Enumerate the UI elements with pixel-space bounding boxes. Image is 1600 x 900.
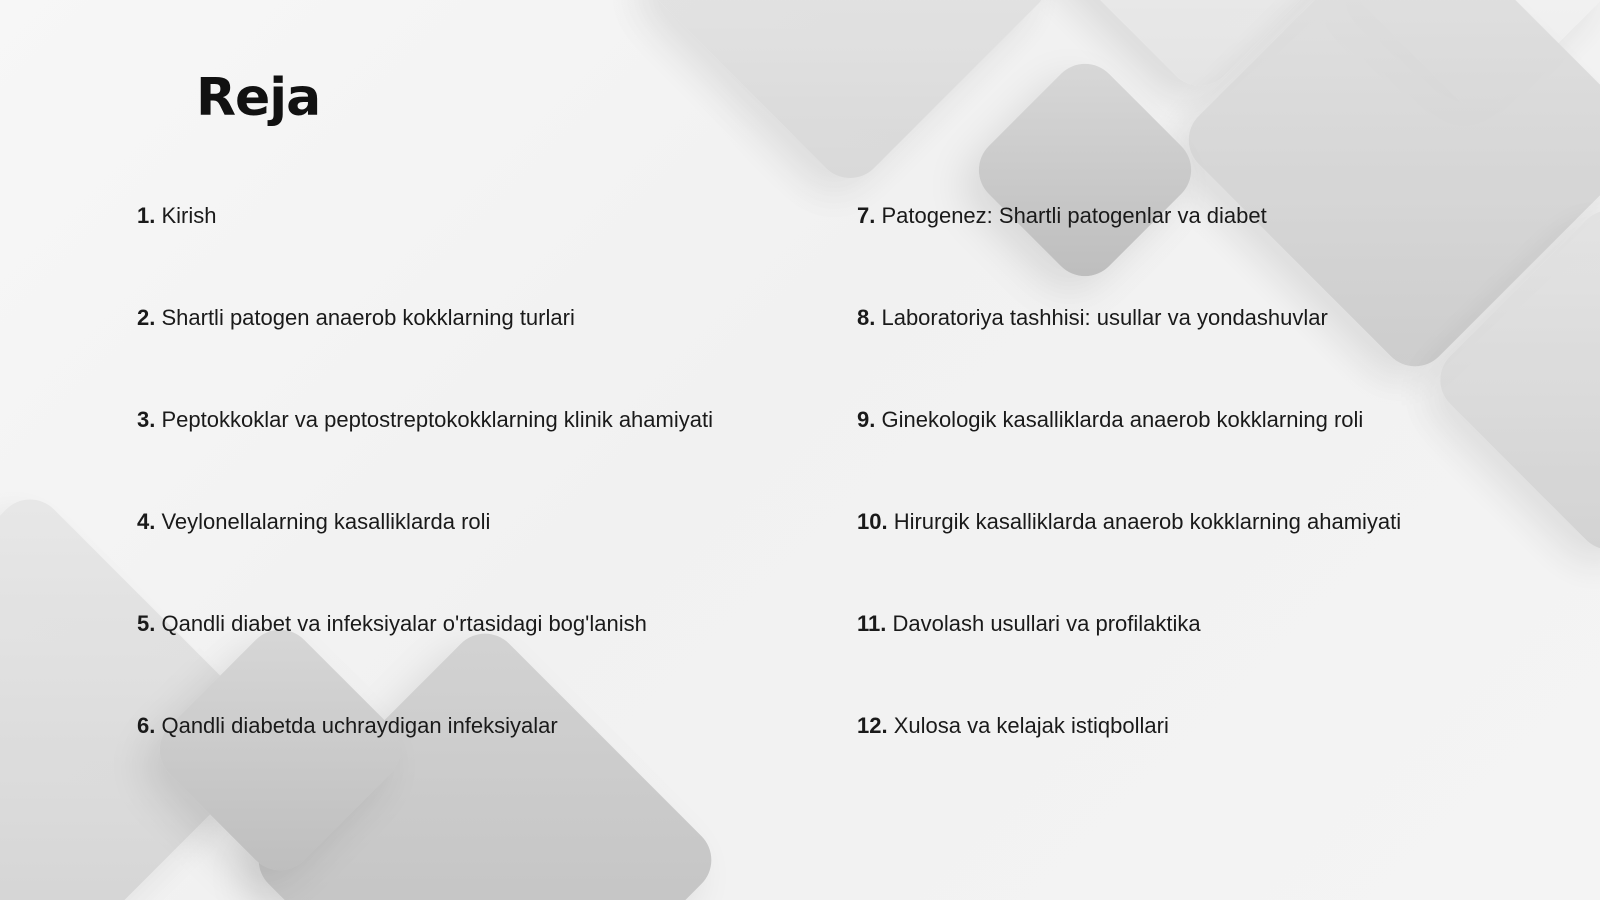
item-text: Xulosa va kelajak istiqbollari	[887, 713, 1169, 738]
item-text: Qandli diabet va infeksiyalar o'rtasidagi bog'lanish	[155, 611, 647, 636]
item-number: 8.	[857, 305, 876, 330]
item-number: 7.	[857, 203, 876, 228]
item-number: 2.	[137, 305, 156, 330]
item-text: Hirurgik kasalliklarda anaerob kokklarning ahamiyati	[887, 509, 1402, 534]
agenda-item	[857, 202, 1557, 304]
item-number: 9.	[857, 407, 876, 432]
item-number: 5.	[137, 611, 156, 636]
agenda-item	[857, 610, 1557, 712]
agenda-item	[137, 712, 817, 814]
item-text: Patogenez: Shartli patogenlar va diabet	[875, 203, 1267, 228]
agenda-item	[137, 406, 817, 508]
agenda-item	[137, 304, 817, 406]
item-text: Davolash usullari va profilaktika	[886, 611, 1201, 636]
slide-title: Reja	[196, 68, 321, 128]
agenda-item	[137, 508, 817, 610]
item-text: Qandli diabetda uchraydigan infeksiyalar	[155, 713, 558, 738]
item-number: 4.	[137, 509, 156, 534]
item-text: Laboratoriya tashhisi: usullar va yondashuvlar	[875, 305, 1328, 330]
item-number: 12.	[857, 713, 888, 738]
agenda-item	[857, 304, 1557, 406]
agenda-list-left	[137, 202, 817, 814]
item-number: 10.	[857, 509, 888, 534]
item-number: 1.	[137, 203, 156, 228]
item-text: Shartli patogen anaerob kokklarning turlari	[155, 305, 575, 330]
agenda-item	[857, 406, 1557, 508]
agenda-item	[137, 202, 817, 304]
agenda-list-right	[857, 202, 1557, 814]
item-text: Kirish	[155, 203, 217, 228]
item-text: Veylonellalarning kasalliklarda roli	[155, 509, 491, 534]
agenda-item	[137, 610, 817, 712]
item-number: 3.	[137, 407, 156, 432]
item-text: Ginekologik kasalliklarda anaerob kokklarning roli	[875, 407, 1364, 432]
agenda-item	[857, 712, 1557, 814]
item-number: 6.	[137, 713, 156, 738]
agenda-item	[857, 508, 1557, 610]
item-number: 11.	[857, 611, 887, 636]
item-text: Peptokkoklar va peptostreptokokklarning klinik ahamiyati	[155, 407, 713, 432]
